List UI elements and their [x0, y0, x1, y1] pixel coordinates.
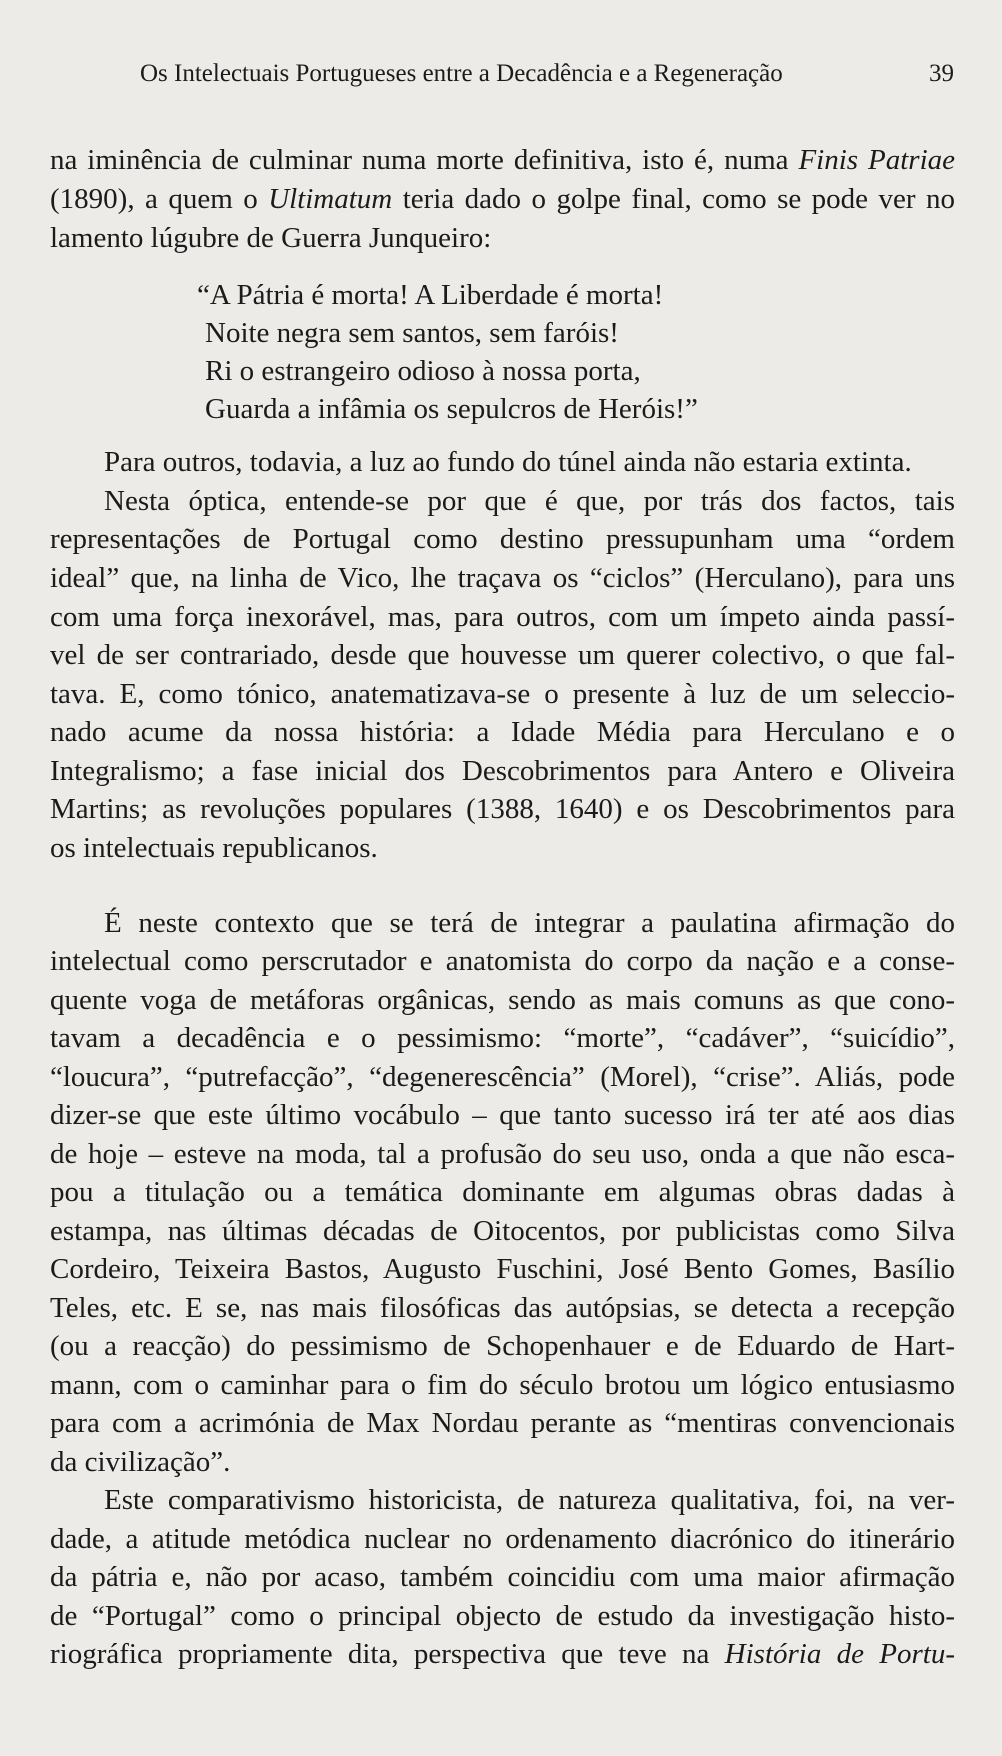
text-line: intelectual como perscrutador e anatomista do corpo da nação e a conse- [50, 945, 955, 977]
text-line: de hoje – esteve na moda, tal a profusão do seu uso, onda a que não esca- [50, 1138, 955, 1170]
text-line: Integralismo; a fase inicial dos Descobrimentos para Antero e Oliveira [50, 755, 955, 787]
text-line: Martins; as revoluções populares (1388, 1640) e os Descobrimentos para [50, 793, 955, 825]
text-line: ideal” que, na linha de Vico, lhe traçava os “ciclos” (Herculano), para uns [50, 562, 955, 594]
text-line: representações de Portugal como destino pressupunham uma “ordem [50, 523, 955, 555]
text-line: Nesta óptica, entende-se por que é que, por trás dos factos, tais [104, 485, 955, 517]
text-line: riográfica propriamente dita, perspectiva que teve na História de Portu- [50, 1638, 956, 1670]
text-line: “loucura”, “putrefacção”, “degenerescência” (Morel), “crise”. Aliás, pode [50, 1061, 955, 1093]
text-line: para com a acrimónia de Max Nordau perante as “mentiras convencionais [50, 1407, 955, 1439]
text-line: estampa, nas últimas décadas de Oitocentos, por publicistas como Silva [50, 1215, 955, 1247]
text-line: (ou a reacção) do pessimismo de Schopenhauer e de Eduardo de Hart- [50, 1330, 955, 1362]
text-line: vel de ser contrariado, desde que houvesse um querer colectivo, o que fal- [50, 639, 955, 671]
running-title: Os Intelectuais Portugueses entre a Decadência e a Regeneração [140, 60, 783, 87]
running-header [140, 58, 954, 90]
text-line: tava. E, como tónico, anatematizava-se o presente à luz de um seleccio- [50, 678, 955, 710]
text-line: com uma força inexorável, mas, para outros, com um ímpeto ainda passí- [50, 601, 955, 633]
text-line: na iminência de culminar numa morte definitiva, isto é, numa Finis Patriae [50, 144, 955, 176]
page-number: 39 [929, 60, 954, 87]
text-line: Para outros, todavia, a luz ao fundo do túnel ainda não estaria extinta. [104, 446, 912, 478]
text-line: tavam a decadência e o pessimismo: “morte”, “cadáver”, “suicídio”, [50, 1022, 955, 1054]
text-line: lamento lúgubre de Guerra Junqueiro: [50, 222, 492, 254]
verse-line: Noite negra sem santos, sem faróis! [205, 317, 619, 349]
text-line: nado acume da nossa história: a Idade Média para Herculano e o [50, 716, 955, 748]
text-line: dizer-se que este último vocábulo – que tanto sucesso irá ter até aos dias [50, 1099, 955, 1131]
text-line: (1890), a quem o Ultimatum teria dado o golpe final, como se pode ver no [50, 183, 955, 215]
text-line: quente voga de metáforas orgânicas, sendo as mais comuns as que cono- [50, 984, 955, 1016]
text-line: Cordeiro, Teixeira Bastos, Augusto Fuschini, José Bento Gomes, Basílio [50, 1253, 955, 1285]
text-line: Teles, etc. E se, nas mais filosóficas das autópsias, se detecta a recepção [50, 1292, 955, 1324]
verse-line: Ri o estrangeiro odioso à nossa porta, [205, 355, 641, 387]
text-line: de “Portugal” como o principal objecto de estudo da investigação histo- [50, 1600, 955, 1632]
verse-line: Guarda a infâmia os sepulcros de Heróis!” [205, 393, 698, 425]
text-line: pou a titulação ou a temática dominante em algumas obras dadas à [50, 1176, 955, 1208]
text-line: da civilização”. [50, 1446, 231, 1478]
text-line: da pátria e, não por acaso, também coincidiu com uma maior afirmação [50, 1561, 955, 1593]
text-line: os intelectuais republicanos. [50, 832, 378, 864]
text-line: mann, com o caminhar para o fim do século brotou um lógico entusiasmo [50, 1369, 955, 1401]
text-line: dade, a atitude metódica nuclear no ordenamento diacrónico do itinerário [50, 1523, 955, 1555]
text-line: É neste contexto que se terá de integrar a paulatina afirmação do [104, 907, 955, 939]
verse-line: “A Pátria é morta! A Liberdade é morta! [197, 279, 664, 311]
text-line: Este comparativismo historicista, de natureza qualitativa, foi, na ver- [104, 1484, 955, 1516]
